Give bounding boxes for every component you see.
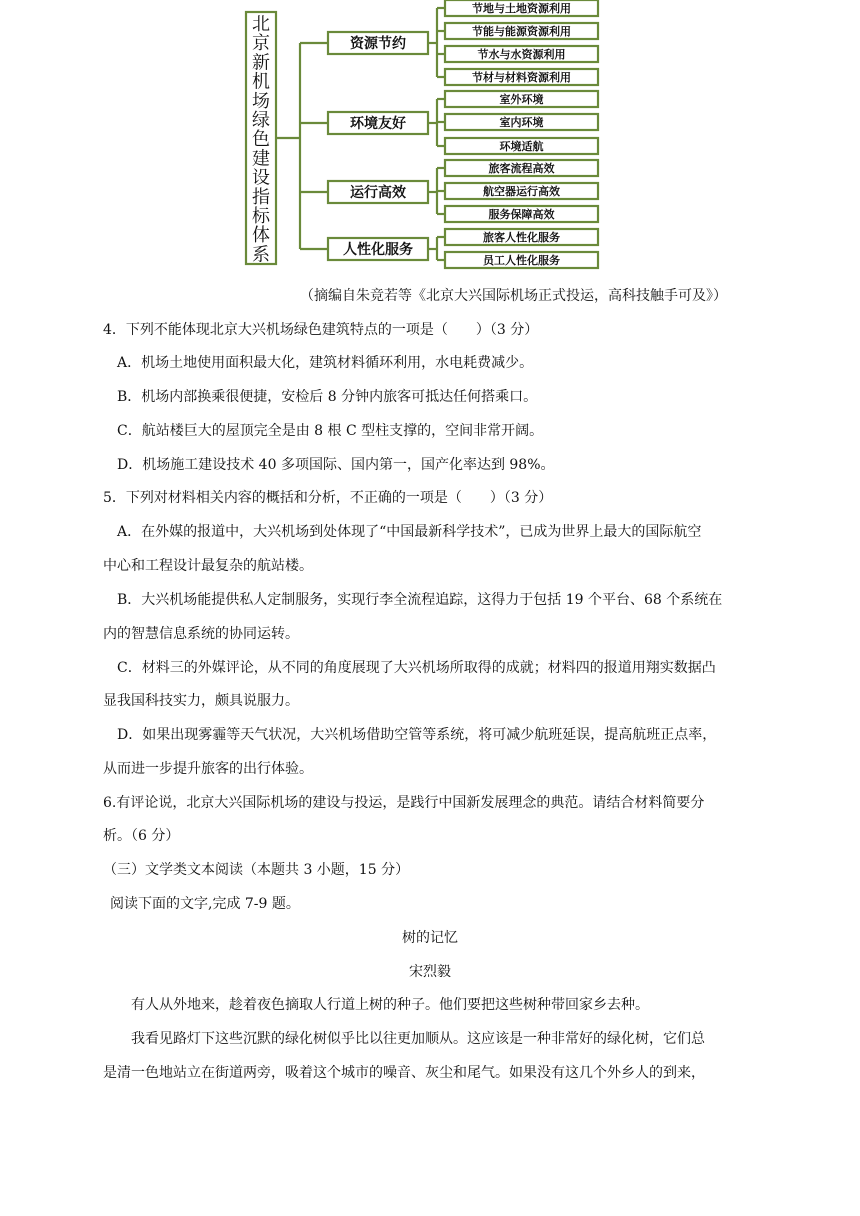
reading-instruction: 阅读下面的文字,完成 7-9 题。 <box>110 896 300 912</box>
story-author: 宋烈毅 <box>409 964 451 980</box>
item-label: 服务保障高效 <box>488 208 555 221</box>
group-label: 环境友好 <box>350 116 406 132</box>
green-construction-index-diagram <box>0 0 860 280</box>
q5-option-d-line1: D．如果出现雾霾等天气状况，大兴机场借助空管等系统，将可减少航班延误，提高航班正点率， <box>117 727 717 743</box>
item-label: 节水与水资源利用 <box>477 48 566 61</box>
q4-option-a: A．机场土地使用面积最大化，建筑材料循环利用，水电耗费减少。 <box>117 355 534 371</box>
root-label-char: 场 <box>252 90 270 112</box>
source-note: （摘编自朱竞若等《北京大兴国际机场正式投运，高科技触手可及》） <box>300 288 727 304</box>
item-label: 员工人性化服务 <box>483 254 560 267</box>
root-label-char: 新 <box>252 52 270 74</box>
root-label-char: 指 <box>252 186 270 208</box>
group-label: 资源节约 <box>350 36 406 52</box>
section-heading: （三）文学类文本阅读（本题共 3 小题，15 分） <box>103 862 410 878</box>
group-label: 人性化服务 <box>343 242 413 258</box>
q4-option-b: B．机场内部换乘很便捷，安检后 8 分钟内旅客可抵达任何搭乘口。 <box>117 389 538 405</box>
root-label-char: 标 <box>252 206 270 227</box>
item-label: 室内环境 <box>499 116 544 129</box>
root-label-char: 体 <box>252 225 270 247</box>
q5-option-d-line2: 从而进一步提升旅客的出行体验。 <box>103 761 313 777</box>
item-label: 旅客流程高效 <box>488 162 555 175</box>
root-label <box>252 14 271 265</box>
root-label-char: 设 <box>252 167 270 189</box>
item-label: 节材与材料资源利用 <box>472 71 571 84</box>
q5-option-b-line1: B．大兴机场能提供私人定制服务，实现行李全流程追踪，这得力于包括 19 个平台、68 个系统在 <box>117 592 723 608</box>
story-title: 树的记忆 <box>402 930 458 946</box>
root-label-char: 建 <box>252 148 270 170</box>
story-paragraph-2-line2: 是清一色地站立在街道两旁，吸着这个城市的噪音、灰尘和尾气。如果没有这几个外乡人的到来， <box>103 1065 705 1081</box>
root-label-char: 京 <box>252 33 270 55</box>
q5-option-c-line2: 显我国科技实力，颇具说服力。 <box>103 693 299 709</box>
item-label: 室外环境 <box>499 93 544 106</box>
story-paragraph-1: 有人从外地来，趁着夜色摘取人行道上树的种子。他们要把这些树种带回家乡去种。 <box>131 997 649 1013</box>
q5-stem: 5．下列对材料相关内容的概括和分析，不正确的一项是（ ）（3 分） <box>103 490 553 506</box>
q5-option-a-line2: 中心和工程设计最复杂的航站楼。 <box>103 558 313 574</box>
item-label: 节地与土地资源利用 <box>472 2 571 15</box>
item-label: 旅客人性化服务 <box>483 231 560 244</box>
q6-line1: 6.有评论说，北京大兴国际机场的建设与投运，是践行中国新发展理念的典范。请结合材料简要分 <box>103 795 705 811</box>
q5-option-a-line1: A．在外媒的报道中，大兴机场到处体现了“中国最新科学技术”，已成为世界上最大的国际航空 <box>117 524 702 540</box>
q6-line2: 析。（6 分） <box>103 828 180 844</box>
q5-option-c-line1: C．材料三的外媒评论，从不同的角度展现了大兴机场所取得的成就；材料四的报道用翔实数据凸 <box>117 660 716 676</box>
root-label-char: 机 <box>252 71 270 93</box>
item-label: 节能与能源资源利用 <box>472 25 571 38</box>
root-label-char: 北 <box>252 14 270 35</box>
story-paragraph-2-line1: 我看见路灯下这些沉默的绿化树似乎比以往更加顺从。这应该是一种非常好的绿化树，它们总 <box>131 1031 705 1047</box>
root-label-char: 系 <box>252 244 270 266</box>
root-label-char: 色 <box>252 129 270 151</box>
item-label: 航空器运行高效 <box>483 185 560 198</box>
item-label: 环境适航 <box>499 140 544 153</box>
q5-option-b-line2: 内的智慧信息系统的协同运转。 <box>103 626 299 642</box>
q4-option-d: D．机场施工建设技术 40 多项国际、国内第一，国产化率达到 98%。 <box>117 457 555 473</box>
q4-option-c: C．航站楼巨大的屋顶完全是由 8 根 C 型柱支撑的，空间非常开阔。 <box>117 423 544 439</box>
q4-stem: 4．下列不能体现北京大兴机场绿色建筑特点的一项是（ ）（3 分） <box>103 322 539 338</box>
root-label-char: 绿 <box>252 110 270 131</box>
group-label: 运行高效 <box>350 185 406 201</box>
